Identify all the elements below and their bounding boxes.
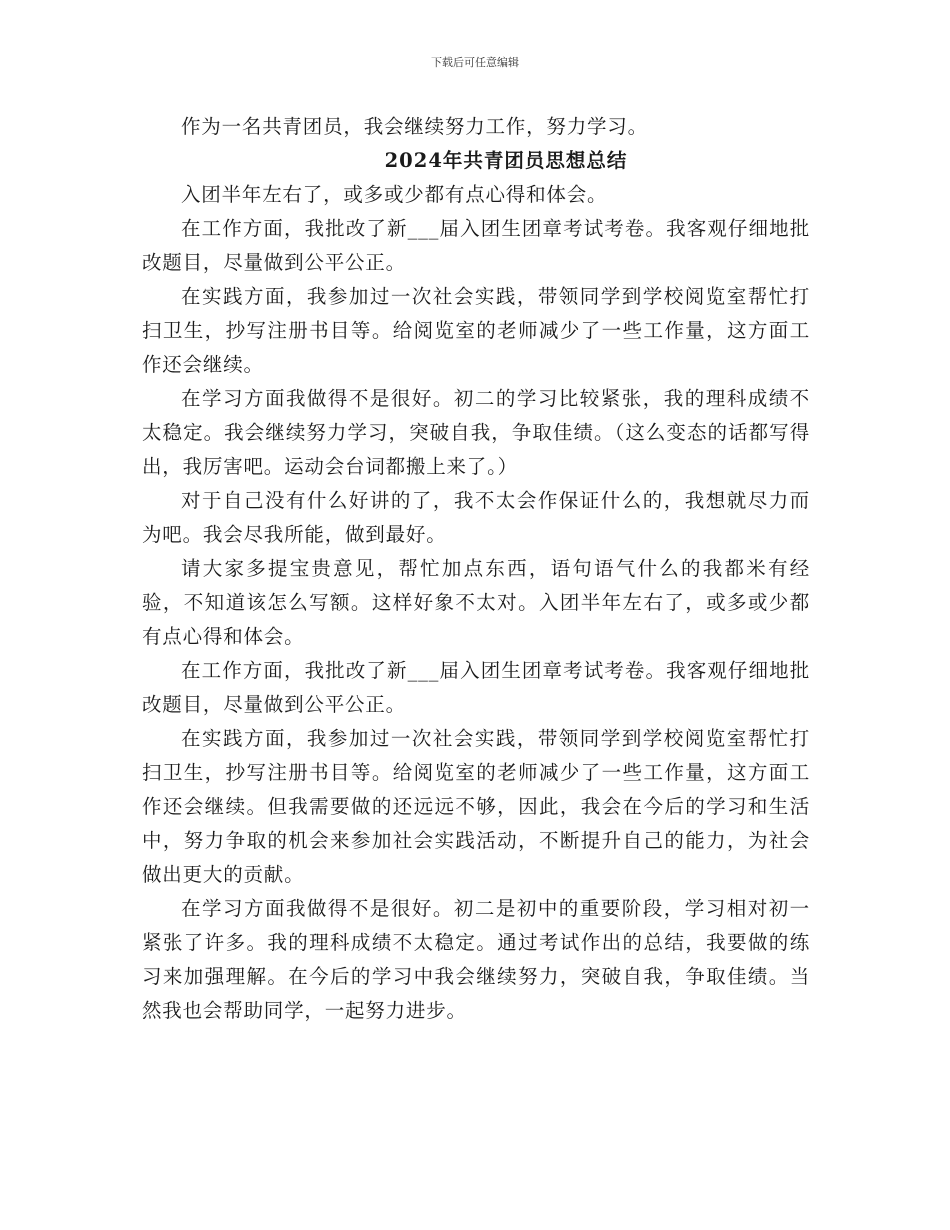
page-header-note: 下载后可任意编辑: [431, 56, 519, 69]
body-paragraph: 请大家多提宝贵意见，帮忙加点东西，语句语气什么的我都米有经验，不知道该怎么写额。这样好象不太对。入团半年左右了，或多或少都有点心得和体会。: [142, 557, 810, 648]
body-paragraph: 在学习方面我做得不是很好。初二是初中的重要阶段，学习相对初一紧张了许多。我的理科成绩不太稳定。通过考试作出的总结，我要做的练习来加强理解。在今后的学习中我会继续努力，突破自我，争取佳绩。当然我也会帮助同学，一起努力进步。: [142, 897, 810, 1022]
intro-paragraph: 作为一名共青团员，我会继续努力工作，努力学习。: [181, 115, 648, 138]
body-paragraph: 在工作方面，我批改了新___届入团生团章考试考卷。我客观仔细地批改题目，尽量做到公平公正。: [142, 659, 810, 716]
body-paragraph: 对于自己没有什么好讲的了，我不太会作保证什么的，我想就尽力而为吧。我会尽我所能，做到最好。: [142, 489, 810, 546]
body-paragraph: 在工作方面，我批改了新___届入团生团章考试考卷。我客观仔细地批改题目，尽量做到公平公正。: [142, 217, 810, 274]
body-paragraph: 在实践方面，我参加过一次社会实践，带领同学到学校阅览室帮忙打扫卫生，抄写注册书目等。给阅览室的老师减少了一些工作量，这方面工作还会继续。: [142, 285, 810, 376]
document-body: [142, 110, 810, 1028]
document-title: 2024年共青团员思想总结: [384, 149, 628, 172]
body-paragraph: 在学习方面我做得不是很好。初二的学习比较紧张，我的理科成绩不太稳定。我会继续努力学习，突破自我，争取佳绩。（这么变态的话都写得出，我厉害吧。运动会台词都搬上来了。）: [142, 387, 810, 478]
body-paragraph: 在实践方面，我参加过一次社会实践，带领同学到学校阅览室帮忙打扫卫生，抄写注册书目等。给阅览室的老师减少了一些工作量，这方面工作还会继续。但我需要做的还远远不够，因此，我会在今后的学习和生活中，努力争取的机会来参加社会实践活动，不断提升自己的能力，为社会做出更大的贡献。: [142, 727, 810, 886]
body-paragraph: 入团半年左右了，或多或少都有点心得和体会。: [181, 183, 608, 206]
